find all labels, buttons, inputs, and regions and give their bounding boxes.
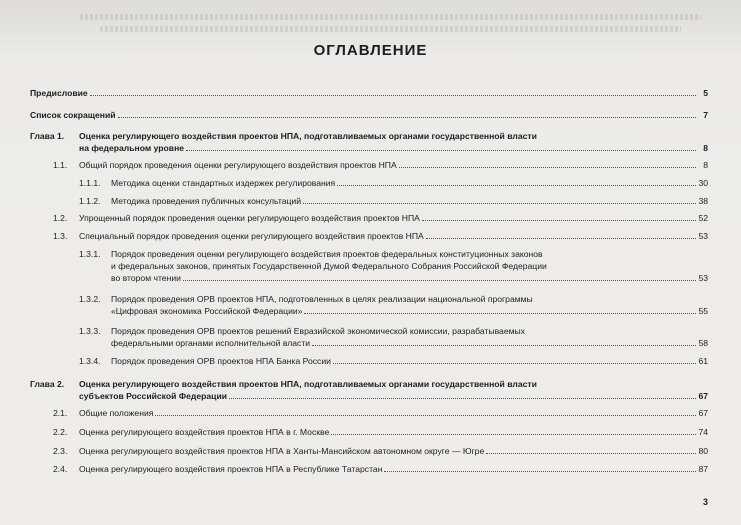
toc-page-number: 52 xyxy=(698,213,708,223)
toc-entry-number: Глава 2. xyxy=(30,379,65,389)
toc-entry-number: 1.3.4. xyxy=(79,356,101,366)
toc-entry-number: 1.1.1. xyxy=(79,178,101,188)
toc-entry-text: Общий порядок проведения оценки регулирующего воздействия проектов НПА xyxy=(79,160,397,170)
toc-entry-number: 1.1. xyxy=(53,160,68,170)
toc-entry-text: Порядок проведения оценки регулирующего воздействия проектов федеральных конституционных законов xyxy=(111,249,543,259)
toc-page-number: 7 xyxy=(703,110,708,120)
toc-entry-number: 2.4. xyxy=(53,464,68,474)
toc-entry-text: Общие положения xyxy=(79,408,154,418)
toc-entry-text: Специальный порядок проведения оценки регулирующего воздействия проектов НПА xyxy=(79,231,424,241)
toc-entry-text: Порядок проведения ОРВ проектов НПА Банка России xyxy=(111,356,331,366)
toc-entry-number: Глава 1. xyxy=(30,131,65,141)
toc-page-number: 55 xyxy=(698,306,708,316)
toc-entry-number: 1.3.2. xyxy=(79,294,101,304)
toc-entry-text: во втором чтении xyxy=(111,273,181,283)
toc-entry-text: Предисловие xyxy=(30,88,88,98)
toc-entry-1-3-3[interactable] xyxy=(79,326,708,337)
toc-entry-text: Упрощенный порядок проведения оценки регулирующего воздействия проектов НПА xyxy=(79,213,420,223)
dot-leader xyxy=(399,167,696,168)
toc-entry-1-3-2[interactable] xyxy=(79,294,708,305)
toc-page-number: 87 xyxy=(698,464,708,474)
dot-leader xyxy=(331,434,696,435)
dot-leader xyxy=(155,415,696,416)
toc-page-number: 8 xyxy=(703,143,708,153)
toc-entry-number: 2.3. xyxy=(53,446,68,456)
toc-entry-1-3[interactable] xyxy=(53,231,708,242)
toc-entry-text: Оценка регулирующего воздействия проектов НПА, подготавливаемых органами государственной власти xyxy=(79,131,537,141)
dot-leader xyxy=(333,363,696,364)
toc-entry-2-1[interactable] xyxy=(53,408,708,419)
dot-leader xyxy=(229,398,696,399)
toc-entry-1-3-2-cont[interactable] xyxy=(111,306,708,317)
dot-leader xyxy=(426,238,696,239)
toc-entry-text: Методика проведения публичных консультаций xyxy=(111,196,301,206)
dot-leader xyxy=(486,453,696,454)
page-number-footer: 3 xyxy=(702,497,708,507)
toc-entry-abbreviations[interactable] xyxy=(30,110,708,121)
toc-entry-2-3[interactable] xyxy=(53,446,708,457)
toc-entry-1-3-1-cont[interactable] xyxy=(111,261,708,272)
toc-page-number: 58 xyxy=(698,338,708,348)
toc-page-number: 38 xyxy=(698,196,708,206)
toc-entry-1-3-1[interactable] xyxy=(79,249,708,260)
toc-entry-number: 2.1. xyxy=(53,408,68,418)
toc-entry-1-1-1[interactable] xyxy=(79,178,708,189)
toc-entry-1-3-3-cont[interactable] xyxy=(111,338,708,349)
dot-leader xyxy=(303,203,696,204)
toc-entry-text: федеральными органами исполнительной власти xyxy=(111,338,311,348)
dot-leader xyxy=(337,185,696,186)
toc-entry-text: Оценка регулирующего воздействия проектов НПА в Ханты-Мансийском автономном округе — Югре xyxy=(79,446,485,456)
dot-leader xyxy=(384,471,696,472)
toc-entry-2-2[interactable] xyxy=(53,427,708,438)
toc-page-number: 67 xyxy=(698,408,708,418)
toc-entry-text: «Цифровая экономика Российской Федерации» xyxy=(111,306,303,316)
toc-entry-2-4[interactable] xyxy=(53,464,708,475)
toc-page-number: 61 xyxy=(698,356,708,366)
toc-entry-chapter-2-cont[interactable] xyxy=(79,391,708,402)
toc-entry-chapter-2[interactable] xyxy=(30,379,708,390)
toc-entry-1-1-2[interactable] xyxy=(79,196,708,207)
toc-entry-1-1[interactable] xyxy=(53,160,708,171)
dot-leader xyxy=(183,280,696,281)
toc-page-number: 30 xyxy=(698,178,708,188)
toc-entry-number: 1.3. xyxy=(53,231,68,241)
toc-entry-1-3-1-cont[interactable] xyxy=(111,273,708,284)
toc-entry-text: Порядок проведения ОРВ проектов НПА, подготовленных в целях реализации национальной программы xyxy=(111,294,533,304)
toc-entry-number: 2.2. xyxy=(53,427,68,437)
page-title: ОГЛАВЛЕНИЕ xyxy=(313,42,428,59)
toc-entry-text: и федеральных законов, принятых Государственной Думой Федерального Собрания Российской Федерации xyxy=(111,261,547,271)
toc-page-number: 53 xyxy=(698,273,708,283)
toc-entry-1-2[interactable] xyxy=(53,213,708,224)
toc-entry-number: 1.1.2. xyxy=(79,196,101,206)
toc-entry-text: Оценка регулирующего воздействия проектов НПА в г. Москве xyxy=(79,427,330,437)
dot-leader xyxy=(186,150,696,151)
toc-entry-chapter-1[interactable] xyxy=(30,131,708,142)
dot-leader xyxy=(422,220,696,221)
toc-entry-text: Методика оценки стандартных издержек регулирования xyxy=(111,178,336,188)
toc-entry-text: Список сокращений xyxy=(30,110,116,120)
toc-entry-text: субъектов Российской Федерации xyxy=(79,391,228,401)
toc-entry-number: 1.3.1. xyxy=(79,249,101,259)
toc-entry-text: Оценка регулирующего воздействия проектов НПА, подготавливаемых органами государственной власти xyxy=(79,379,537,389)
toc-page-number: 80 xyxy=(698,446,708,456)
toc-entry-chapter-1-cont[interactable] xyxy=(79,143,708,154)
toc-page-number: 67 xyxy=(698,391,708,401)
toc-page-number: 74 xyxy=(698,427,708,437)
toc-entry-text: Оценка регулирующего воздействия проектов НПА в Республике Татарстан xyxy=(79,464,383,474)
dot-leader xyxy=(312,345,696,346)
dot-leader xyxy=(118,117,696,118)
toc-entry-text: на федеральном уровне xyxy=(79,143,185,153)
toc-entry-number: 1.2. xyxy=(53,213,68,223)
toc-entry-text: Порядок проведения ОРВ проектов решений Евразийской экономической комиссии, разрабатываемых xyxy=(111,326,525,336)
dot-leader xyxy=(304,313,696,314)
toc-page-number: 8 xyxy=(703,160,708,170)
toc-entry-preface[interactable] xyxy=(30,88,708,99)
toc-entry-1-3-4[interactable] xyxy=(79,356,708,367)
toc-page-number: 5 xyxy=(703,88,708,98)
dot-leader xyxy=(90,95,696,96)
toc-entry-number: 1.3.3. xyxy=(79,326,101,336)
toc-page-number: 53 xyxy=(698,231,708,241)
